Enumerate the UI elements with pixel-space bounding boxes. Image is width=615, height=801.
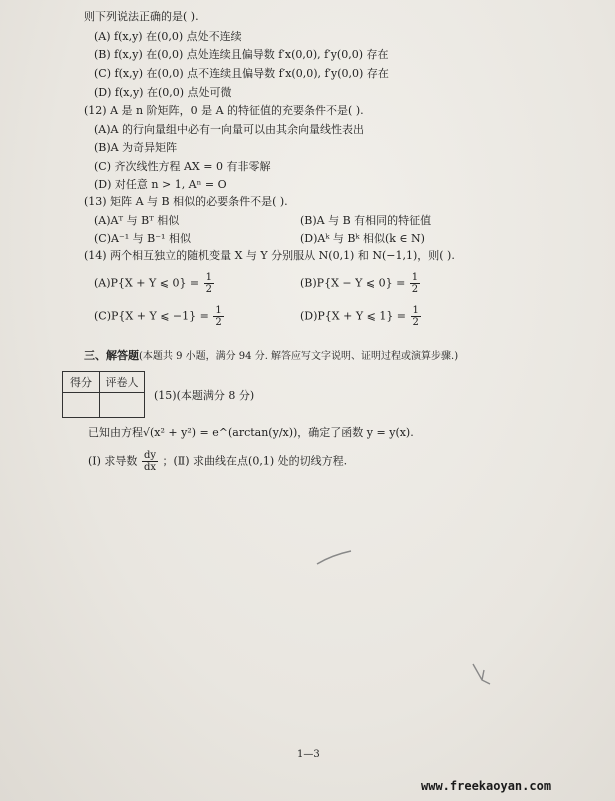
score-cell	[63, 393, 100, 418]
q13-option-c: (C)A⁻¹ 与 B⁻¹ 相似	[94, 232, 191, 245]
q15-equation-line: 已知由方程√(x² + y²) = e^(arctan(y/x))，确定了函数 y = y(x).	[88, 426, 414, 439]
q14-c-expression: (C)P{X + Y ⩽ −1} =	[94, 309, 209, 323]
derivative-fraction	[142, 450, 158, 473]
q15-header: (15)(本题满分 8 分)	[154, 389, 255, 402]
fraction-numerator: 1	[411, 272, 419, 283]
fraction-denominator: 2	[205, 284, 213, 295]
fraction-denominator: 2	[215, 317, 222, 328]
q14-d-fraction	[411, 305, 421, 328]
q13-option-b: (B)A 与 B 有相同的特征值	[300, 214, 432, 227]
page-number: 1—3	[297, 749, 320, 760]
q14-a-expression: (A)P{X + Y ⩽ 0} =	[94, 276, 200, 290]
q14-b-fraction	[410, 272, 420, 295]
pencil-mark	[470, 660, 494, 688]
fraction-numerator: 1	[412, 305, 419, 316]
q15-part1-label: (Ⅰ) 求导数	[88, 454, 138, 468]
q13-option-d: (D)Aᵏ 与 Bᵏ 相似(k ∈ N)	[300, 232, 425, 245]
q12-option-b: (B)A 为奇异矩阵	[94, 141, 178, 154]
q13-option-a: (A)Aᵀ 与 Bᵀ 相似	[94, 214, 180, 227]
score-table	[62, 371, 145, 418]
q12-option-a: (A)A 的行向量组中必有一向量可以由其余向量线性表出	[94, 123, 364, 136]
derivative-denominator: dx	[143, 462, 156, 473]
q12-stem: (12) A 是 n 阶矩阵，0 是 A 的特征值的充要条件不是( ).	[84, 104, 364, 117]
section-3-title: 三、解答题	[84, 349, 139, 362]
q15-part2: ；(Ⅱ) 求曲线在点(0,1) 处的切线方程.	[162, 454, 348, 468]
score-header: 得分	[63, 372, 100, 393]
fraction-denominator: 2	[412, 317, 419, 328]
q14-d-expression: (D)P{X + Y ⩽ 1} =	[300, 309, 407, 323]
q14-a-fraction	[204, 272, 214, 295]
q14-stem: (14) 两个相互独立的随机变量 X 与 Y 分别服从 N(0,1) 和 N(−1,1)，则( ).	[84, 249, 455, 262]
section-3-heading	[84, 349, 458, 364]
q11-option-a: (A) f(x,y) 在(0,0) 点处不连续	[94, 30, 242, 43]
grader-cell	[100, 393, 145, 418]
q12-option-d: (D) 对任意 n > 1, Aⁿ = O	[94, 178, 227, 191]
derivative-numerator: dy	[143, 450, 156, 461]
footer-url-link[interactable]: www.freekaoyan.com	[421, 779, 552, 793]
q11-option-d: (D) f(x,y) 在(0,0) 点处可微	[94, 86, 232, 99]
fraction-numerator: 1	[205, 272, 213, 283]
q11-option-b: (B) f(x,y) 在(0,0) 点处连续且偏导数 f′x(0,0), f′y(0,0) 存在	[94, 48, 389, 61]
q14-option-d	[300, 305, 422, 328]
fraction-numerator: 1	[215, 305, 222, 316]
q14-b-expression: (B)P{X − Y ⩽ 0} =	[300, 276, 406, 290]
q14-option-b	[300, 272, 421, 295]
q12-option-c: (C) 齐次线性方程 AX = 0 有非零解	[94, 160, 271, 173]
pencil-mark	[315, 548, 355, 568]
q15-parts	[88, 450, 347, 473]
q14-c-fraction	[213, 305, 223, 328]
q11-option-c: (C) f(x,y) 在(0,0) 点不连续且偏导数 f′x(0,0), f′y(0,0) 存在	[94, 67, 389, 80]
q14-option-a	[94, 272, 215, 295]
grader-header: 评卷人	[100, 372, 145, 393]
q13-stem: (13) 矩阵 A 与 B 相似的必要条件不是( ).	[84, 195, 288, 208]
section-3-note: (本题共 9 小题，满分 94 分. 解答应写文字说明、证明过程或演算步骤.)	[139, 351, 459, 362]
q14-option-c	[94, 305, 225, 328]
fraction-denominator: 2	[411, 284, 419, 295]
q11-stem: 则下列说法正确的是( ).	[84, 10, 199, 23]
